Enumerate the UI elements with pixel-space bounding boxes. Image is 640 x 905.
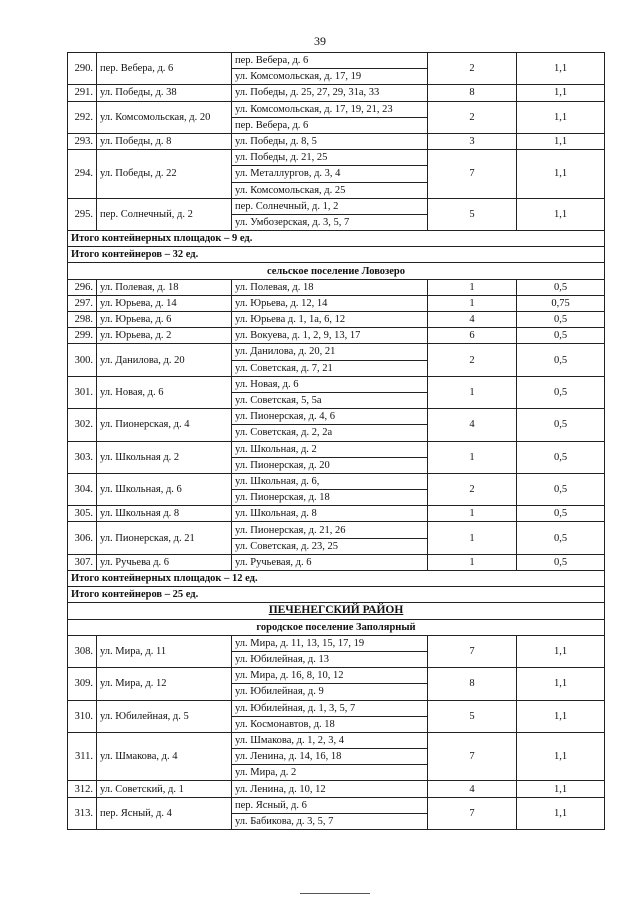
container-volume: 1,1 (517, 700, 605, 732)
summary-text: Итого контейнеров – 32 ед. (68, 247, 605, 263)
site-address: ул. Юрьева, д. 14 (97, 295, 232, 311)
site-address: ул. Пионерская, д. 4 (97, 409, 232, 441)
row-number: 310. (68, 700, 97, 732)
table-row (68, 295, 605, 311)
served-address: ул. Юбилейная, д. 9 (232, 684, 428, 700)
container-count: 1 (428, 376, 517, 408)
summary-row (68, 247, 605, 263)
container-count: 2 (428, 53, 517, 85)
container-count: 1 (428, 506, 517, 522)
container-volume: 1,1 (517, 133, 605, 149)
district-row (68, 603, 605, 619)
table-row (68, 441, 605, 457)
table-row (68, 279, 605, 295)
served-address: ул. Металлургов, д. 3, 4 (232, 166, 428, 182)
container-volume: 0,5 (517, 506, 605, 522)
site-address: пер. Солнечный, д. 2 (97, 198, 232, 230)
served-address: ул. Советская, д. 2, 2а (232, 425, 428, 441)
summary-row (68, 571, 605, 587)
row-number: 304. (68, 473, 97, 505)
row-number: 300. (68, 344, 97, 376)
served-address: ул. Мира, д. 11, 13, 15, 17, 19 (232, 635, 428, 651)
container-count: 1 (428, 279, 517, 295)
container-count: 8 (428, 668, 517, 700)
container-count: 4 (428, 409, 517, 441)
page-number: 39 (314, 34, 326, 48)
site-address: ул. Школьная, д. 6 (97, 473, 232, 505)
served-address: ул. Пионерская, д. 18 (232, 490, 428, 506)
served-address: ул. Новая, д. 6 (232, 376, 428, 392)
served-address: ул. Полевая, д. 18 (232, 279, 428, 295)
table-row (68, 376, 605, 392)
container-volume: 1,1 (517, 101, 605, 133)
summary-text: Итого контейнеров – 25 ед. (68, 587, 605, 603)
row-number: 307. (68, 554, 97, 570)
container-count: 7 (428, 635, 517, 667)
served-address: ул. Космонавтов, д. 18 (232, 716, 428, 732)
container-count: 5 (428, 198, 517, 230)
served-address: ул. Школьная, д. 2 (232, 441, 428, 457)
container-count: 7 (428, 150, 517, 199)
site-address: ул. Юрьева, д. 6 (97, 312, 232, 328)
served-address: ул. Юрьева, д. 12, 14 (232, 295, 428, 311)
served-address: ул. Советская, д. 23, 25 (232, 538, 428, 554)
row-number: 312. (68, 781, 97, 797)
row-number: 295. (68, 198, 97, 230)
table-row (68, 635, 605, 651)
row-number: 313. (68, 797, 97, 829)
container-count: 1 (428, 295, 517, 311)
row-number: 303. (68, 441, 97, 473)
summary-text: Итого контейнерных площадок – 12 ед. (68, 571, 605, 587)
table-row (68, 668, 605, 684)
served-address: ул. Комсомольская, д. 25 (232, 182, 428, 198)
table-row (68, 797, 605, 813)
served-address: ул. Мира, д. 16, 8, 10, 12 (232, 668, 428, 684)
row-number: 292. (68, 101, 97, 133)
container-volume: 1,1 (517, 732, 605, 781)
served-address: ул. Советская, д. 7, 21 (232, 360, 428, 376)
table-row (68, 700, 605, 716)
container-count: 1 (428, 522, 517, 554)
container-volume: 1,1 (517, 781, 605, 797)
served-address: ул. Школьная, д. 6, (232, 473, 428, 489)
container-volume: 0,5 (517, 328, 605, 344)
served-address: ул. Победы, д. 25, 27, 29, 31а, 33 (232, 85, 428, 101)
row-number: 299. (68, 328, 97, 344)
served-address: ул. Ленина, д. 14, 16, 18 (232, 749, 428, 765)
served-address: пер. Ясный, д. 6 (232, 797, 428, 813)
container-volume: 0,5 (517, 473, 605, 505)
row-number: 296. (68, 279, 97, 295)
row-number: 291. (68, 85, 97, 101)
served-address: ул. Умбозерская, д. 3, 5, 7 (232, 214, 428, 230)
site-address: ул. Шмакова, д. 4 (97, 732, 232, 781)
site-address: ул. Победы, д. 38 (97, 85, 232, 101)
row-number: 306. (68, 522, 97, 554)
served-address: ул. Пионерская, д. 21, 26 (232, 522, 428, 538)
container-volume: 0,5 (517, 344, 605, 376)
table-row (68, 85, 605, 101)
site-address: ул. Данилова, д. 20 (97, 344, 232, 376)
table-row (68, 312, 605, 328)
served-address: ул. Данилова, д. 20, 21 (232, 344, 428, 360)
container-volume: 1,1 (517, 797, 605, 829)
container-volume: 1,1 (517, 85, 605, 101)
row-number: 308. (68, 635, 97, 667)
container-volume: 1,1 (517, 668, 605, 700)
container-volume: 0,5 (517, 441, 605, 473)
site-address: ул. Юрьева, д. 2 (97, 328, 232, 344)
container-count: 6 (428, 328, 517, 344)
served-address: ул. Юрьева д. 1, 1а, 6, 12 (232, 312, 428, 328)
table-row (68, 473, 605, 489)
row-number: 297. (68, 295, 97, 311)
container-volume: 1,1 (517, 150, 605, 199)
container-volume: 0,5 (517, 312, 605, 328)
settlement-heading: сельское поселение Ловозеро (68, 263, 605, 279)
container-count: 5 (428, 700, 517, 732)
served-address: ул. Вокуева, д. 1, 2, 9, 13, 17 (232, 328, 428, 344)
container-count: 2 (428, 101, 517, 133)
served-address: ул. Шмакова, д. 1, 2, 3, 4 (232, 732, 428, 748)
site-address: ул. Победы, д. 22 (97, 150, 232, 199)
table-row (68, 781, 605, 797)
table-row (68, 732, 605, 748)
site-address: пер. Вебера, д. 6 (97, 53, 232, 85)
served-address: ул. Советская, 5, 5а (232, 392, 428, 408)
row-number: 302. (68, 409, 97, 441)
served-address: ул. Юбилейная, д. 13 (232, 651, 428, 667)
table-row (68, 506, 605, 522)
row-number: 311. (68, 732, 97, 781)
container-count: 1 (428, 554, 517, 570)
site-address: пер. Ясный, д. 4 (97, 797, 232, 829)
row-number: 294. (68, 150, 97, 199)
served-address: пер. Солнечный, д. 1, 2 (232, 198, 428, 214)
table-row (68, 101, 605, 117)
container-count: 7 (428, 732, 517, 781)
served-address: ул. Ручьевая, д. 6 (232, 554, 428, 570)
container-volume: 0,5 (517, 522, 605, 554)
served-address: ул. Комсомольская, д. 17, 19, 21, 23 (232, 101, 428, 117)
site-address: ул. Ручьева д. 6 (97, 554, 232, 570)
table-row (68, 150, 605, 166)
row-number: 293. (68, 133, 97, 149)
container-count: 1 (428, 441, 517, 473)
container-volume: 0,5 (517, 409, 605, 441)
served-address: ул. Юбилейная, д. 1, 3, 5, 7 (232, 700, 428, 716)
site-address: ул. Новая, д. 6 (97, 376, 232, 408)
row-number: 298. (68, 312, 97, 328)
district-heading: ПЕЧЕНЕГСКИЙ РАЙОН (68, 603, 605, 619)
container-volume: 1,1 (517, 53, 605, 85)
summary-text: Итого контейнерных площадок – 9 ед. (68, 231, 605, 247)
served-address: ул. Школьная, д. 8 (232, 506, 428, 522)
served-address: ул. Ленина, д. 10, 12 (232, 781, 428, 797)
site-address: ул. Победы, д. 8 (97, 133, 232, 149)
table-row (68, 409, 605, 425)
table-row (68, 344, 605, 360)
container-volume: 0,5 (517, 376, 605, 408)
container-volume: 1,1 (517, 635, 605, 667)
table-row (68, 53, 605, 69)
container-count: 7 (428, 797, 517, 829)
served-address: ул. Комсомольская, д. 17, 19 (232, 69, 428, 85)
container-volume: 1,1 (517, 198, 605, 230)
container-volume: 0,5 (517, 554, 605, 570)
container-volume: 0,75 (517, 295, 605, 311)
site-address: ул. Полевая, д. 18 (97, 279, 232, 295)
container-sites-table (67, 52, 605, 830)
site-address: ул. Комсомольская, д. 20 (97, 101, 232, 133)
container-count: 4 (428, 312, 517, 328)
container-count: 2 (428, 473, 517, 505)
served-address: пер. Вебера, д. 6 (232, 53, 428, 69)
container-count: 4 (428, 781, 517, 797)
settlement-row (68, 263, 605, 279)
site-address: ул. Мира, д. 12 (97, 668, 232, 700)
settlement-row (68, 619, 605, 635)
summary-row (68, 587, 605, 603)
site-address: ул. Пионерская, д. 21 (97, 522, 232, 554)
served-address: пер. Вебера, д. 6 (232, 117, 428, 133)
served-address: ул. Пионерская, д. 4, 6 (232, 409, 428, 425)
table-row (68, 198, 605, 214)
row-number: 305. (68, 506, 97, 522)
served-address: ул. Победы, д. 8, 5 (232, 133, 428, 149)
table-row (68, 328, 605, 344)
container-count: 2 (428, 344, 517, 376)
served-address: ул. Мира, д. 2 (232, 765, 428, 781)
site-address: ул. Школьная д. 2 (97, 441, 232, 473)
site-address: ул. Юбилейная, д. 5 (97, 700, 232, 732)
row-number: 290. (68, 53, 97, 85)
table-row (68, 522, 605, 538)
footer-rule (300, 893, 370, 894)
served-address: ул. Бабикова, д. 3, 5, 7 (232, 813, 428, 829)
served-address: ул. Пионерская, д. 20 (232, 457, 428, 473)
container-volume: 0,5 (517, 279, 605, 295)
container-count: 8 (428, 85, 517, 101)
settlement-heading: городское поселение Заполярный (68, 619, 605, 635)
table-row (68, 554, 605, 570)
row-number: 309. (68, 668, 97, 700)
site-address: ул. Мира, д. 11 (97, 635, 232, 667)
row-number: 301. (68, 376, 97, 408)
site-address: ул. Советский, д. 1 (97, 781, 232, 797)
summary-row (68, 231, 605, 247)
table-row (68, 133, 605, 149)
served-address: ул. Победы, д. 21, 25 (232, 150, 428, 166)
site-address: ул. Школьная д. 8 (97, 506, 232, 522)
container-count: 3 (428, 133, 517, 149)
